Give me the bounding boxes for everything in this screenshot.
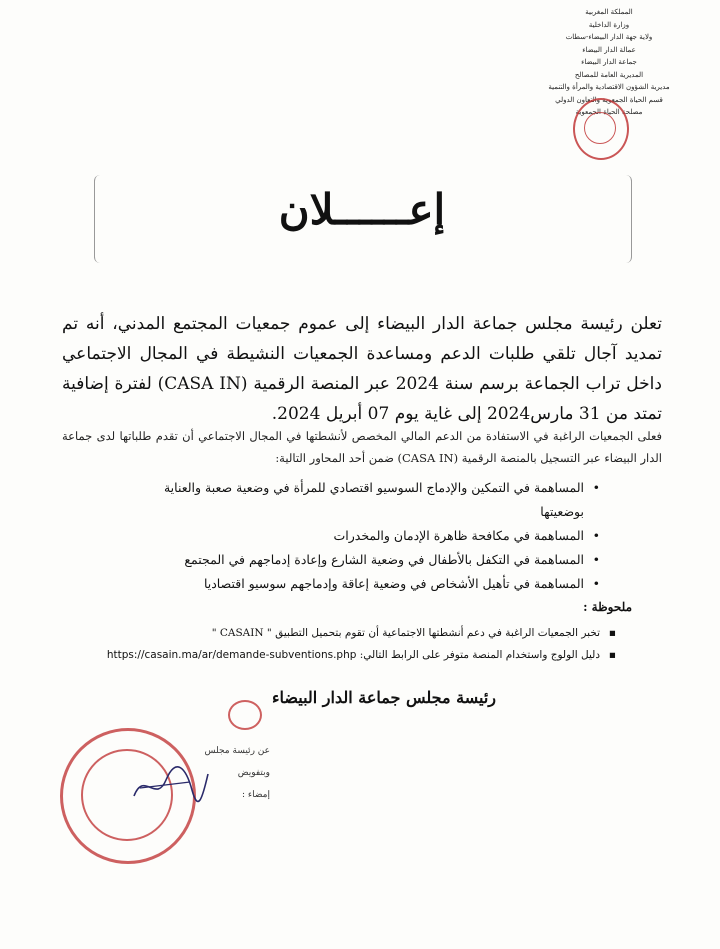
letterhead-line: قسم الحياة الجمعوية والتعاون الدولي xyxy=(555,95,663,104)
letterhead-line: ولاية جهة الدار البيضاء-سطات xyxy=(565,33,653,41)
delegation-block xyxy=(200,740,270,806)
list-item: • المساهمة في مكافحة ظاهرة الإدمان والمخدرات xyxy=(120,524,600,548)
letterhead-line: جماعة الدار البيضاء xyxy=(581,58,637,66)
guide-link[interactable]: https://casain.ma/ar/demande-subventions.php xyxy=(106,649,357,661)
list-item: • المساهمة في التكفل بالأطفال في وضعية الشارع وإعادة إدماجهم في المجتمع xyxy=(120,548,600,572)
list-item: • المساهمة في التمكين والإدماج السوسيو اقتصادي للمرأة في وضعية صعبة والعناية بوضعيتها xyxy=(120,476,600,524)
delegation-line: عن رئيسة مجلس xyxy=(204,746,270,756)
note-heading: ملحوظة : xyxy=(583,600,632,614)
notes-list xyxy=(96,622,616,666)
axes-list xyxy=(120,476,600,596)
official-stamp xyxy=(573,98,629,160)
letterhead-line: المديرية العامة للمصالح xyxy=(574,70,644,79)
handwritten-signature xyxy=(130,760,210,810)
page-title: إعــــــلان xyxy=(278,185,446,234)
announcement-paragraph: تعلن رئيسة مجلس جماعة الدار البيضاء إلى عموم جمعيات المجتمع المدني، أنه تم تمديد آجال تلقي طلبات الدعم ومساعدة الجمعيات النشيطة في المجال الاجتماعي داخل تراب الجماعة برسم سنة 2024 عبر المنصة الرقمية (CASA IN) لفترة إضافية تمتد من 31 مارس2024 إلى غاية يوم 07 أبريل 2024. xyxy=(62,314,662,424)
signatory-title: رئيسة مجلس جماعة الدار البيضاء xyxy=(271,688,496,707)
letterhead-line: عمالة الدار البيضاء xyxy=(582,45,636,54)
letterhead-line: وزارة الداخلية xyxy=(588,20,630,29)
delegation-line: وبتفويض xyxy=(237,768,270,778)
list-item: • المساهمة في تأهيل الأشخاص في وضعية إعاقة وإدماجهم سوسيو اقتصاديا xyxy=(120,572,600,596)
call-paragraph: فعلى الجمعيات الراغبة في الاستفادة من الدعم المالي المخصص لأنشطتها في المجال الاجتماعي أن تقدم طلباتها لدى جماعة الدار البيضاء عبر التسجيل بالمنصة الرقمية (CASA IN) ضمن أحد المحاور التالية: xyxy=(62,428,662,465)
note-text: تخبر الجمعيات الراغبة في دعم أنشطتها الاجتماعية أن تقوم بتحميل التطبيق " CASAIN " xyxy=(211,627,600,639)
letterhead-line: مصلحة الحياة الجمعوية xyxy=(575,108,643,116)
delegation-line: إمضاء : xyxy=(242,790,270,800)
note-item xyxy=(96,622,616,644)
note-item xyxy=(96,644,616,666)
letterhead-line: المملكة المغربية xyxy=(585,8,633,16)
letterhead-line: مديرية الشؤون الاقتصادية والمرأة والتنمية xyxy=(548,83,670,91)
small-stamp xyxy=(228,700,262,730)
note-text: دليل الولوج واستخدام المنصة متوفر على الرابط التالي: xyxy=(359,649,600,661)
